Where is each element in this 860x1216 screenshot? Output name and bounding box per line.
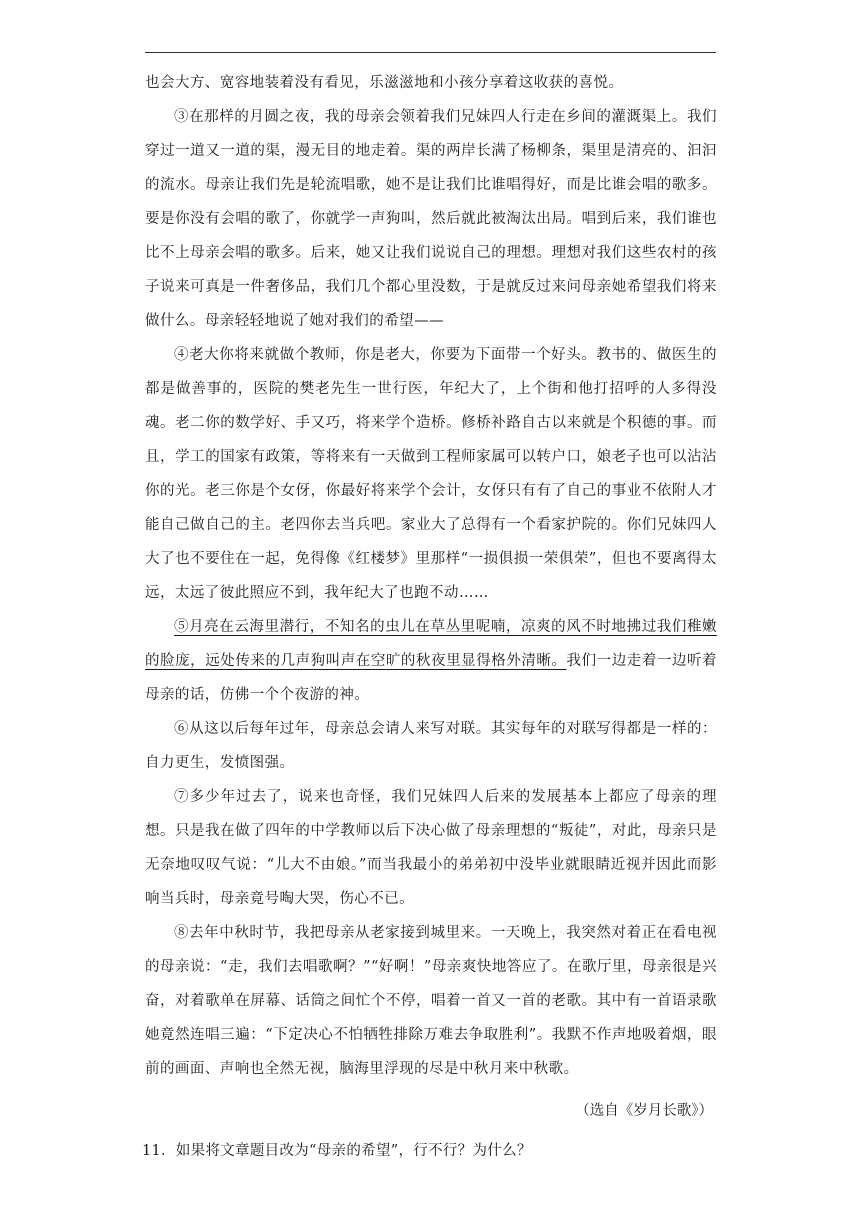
passage-body (142, 66, 717, 1168)
paragraph-8: ⑧去年中秋时节，我把母亲从老家接到城里来。一天晚上，我突然对着正在看电视的母亲说：“走，我们去唱歌啊？”“好啊！”母亲爽快地答应了。在歌厅里，母亲很是兴奋，对着歌单在屏幕、话筒之间忙个不停，唱着一首又一首的老歌。其中有一首语录歌她竟然连唱三遍：“下定决心不怕牺牲排除万难去争取胜利”。我默不作声地吸着烟，眼前的画面、声响也全然无视，脑海里浮现的尽是中秋月来中秋歌。 (145, 925, 717, 1077)
paragraph-5-rest: 我们一边走着一边听着母亲的话，仿佛一个个夜游的神。 (145, 653, 717, 703)
paragraph-4: ④老大你将来就做个教师，你是老大，你要为下面带一个好头。教书的、做医生的都是做善事的，医院的樊老先生一世行医，年纪大了，上个街和他打招呼的人多得没魂。老二你的数学好、手又巧，将来学个造桥。修桥补路自古以来就是个积德的事。而且，学工的国家有政策，等将来有一天做到工程师家属可以转户口，娘老子也可以沾沾你的光。老三你是个女伢，你最好将来学个会计，女伢只有有了自己的事业不依附人才能自己做自己的主。老四你去当兵吧。家业大了总得有一个看家护院的。你们兄妹四人大了也不要住在一起，免得像《红楼梦》里那样“一损俱损一荣俱荣”，但也不要离得太远，太远了彼此照应不到，我年纪大了也跑不动…… (145, 347, 717, 601)
question-11: 11．如果将文章题目改为“母亲的希望”，行不行？为什么？ (142, 1143, 532, 1159)
source-citation: （选自《岁月长歌》） (575, 1103, 713, 1119)
paragraph-5 (145, 610, 717, 712)
header-rule (145, 52, 716, 53)
paragraph-continued: 也会大方、宽容地装着没有看见，乐滋滋地和小孩分享着这收获的喜悦。 (145, 75, 624, 91)
paragraph-7: ⑦多少年过去了，说来也奇怪，我们兄妹四人后来的发展基本上都应了母亲的理想。只是我在做了四年的中学教师以后下决心做了母亲理想的“叛徒”，对此，母亲只是无奈地叹叹气说：“儿大不由娘。”而当我最小的弟弟初中没毕业就眼睛近视并因此而影响当兵时，母亲竟号啕大哭，伤心不已。 (145, 789, 717, 907)
paragraph-3: ③在那样的月圆之夜，我的母亲会领着我们兄妹四人行走在乡间的灌溉渠上。我们穿过一道又一道的渠，漫无目的地走着。渠的两岸长满了杨柳条，渠里是清亮的、汩汩的流水。母亲让我们先是轮流唱歌，她不是让我们比谁唱得好，而是比谁会唱的歌多。要是你没有会唱的歌了，你就学一声狗叫，然后就此被淘汰出局。唱到后来，我们谁也比不上母亲会唱的歌多。后来，她又让我们说说自己的理想。理想对我们这些农村的孩子说来可真是一件奢侈品，我们几个都心里没数，于是就反过来问母亲她希望我们将来做什么。母亲轻轻地说了她对我们的希望—— (145, 109, 717, 329)
paragraph-6: ⑥从这以后每年过年，母亲总会请人来写对联。其实每年的对联写得都是一样的：自力更生，发愤图强。 (145, 721, 717, 771)
underlined-sentence: ⑤月亮在云海里潜行，不知名的虫儿在草丛里呢喃，凉爽的风不时地拂过我们稚嫩的脸庞，远处传来的几声狗叫声在空旷的秋夜里显得格外清晰。 (145, 619, 717, 669)
